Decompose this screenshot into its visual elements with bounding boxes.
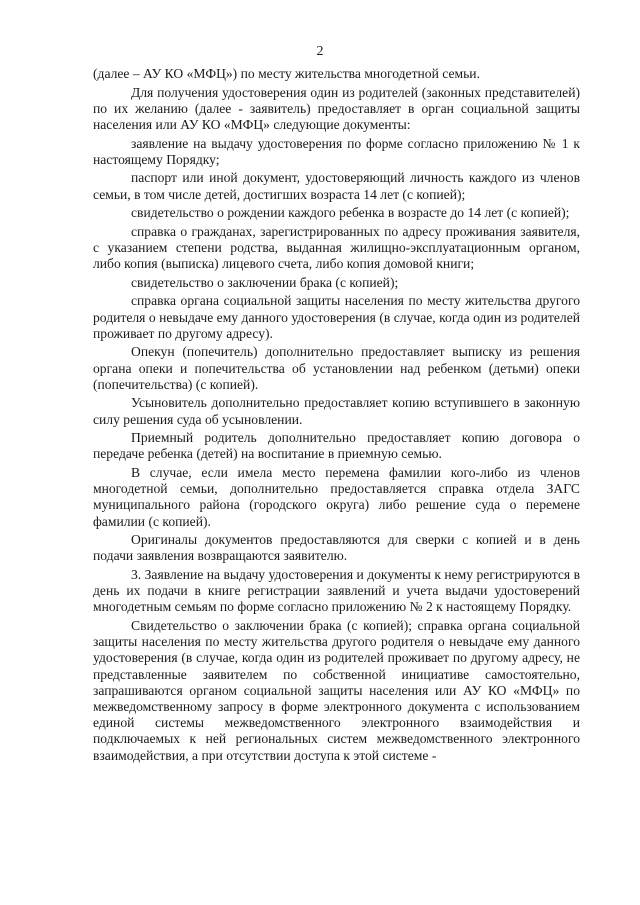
paragraph-surname-change: В случае, если имела место перемена фамилии кого-либо из членов многодетной семьи, дополнительно предоставляется справка отдела ЗАГС муниципального района (городского округа) либо решение суда о перемене фамилии (с копией). (93, 464, 580, 529)
paragraph-birth-certificate: свидетельство о рождении каждого ребенка в возрасте до 14 лет (с копией); (131, 205, 570, 221)
paragraph-passport: паспорт или иной документ, удостоверяющий личность каждого из членов семьи, в том числе детей, достигших возраста 14 лет (с копией); (93, 170, 580, 202)
paragraph-social-protection-note: справка органа социальной защиты населения по месту жительства другого родителя о невыдаче ему данного удостоверения (в случае, когда один из родителей проживает по другому адресу). (93, 293, 580, 341)
paragraph-interagency-request: Свидетельство о заключении брака (с копией); справка органа социальной защиты населения по месту жительства другого родителя о невыдаче ему данного удостоверения (в случае, когда один из родителей проживает по другому адресу, не представленные заявителем по собственной инициативе самостоятельно, запрашиваются органом социальной защиты населения или АУ КО «МФЦ» по межведомственному запросу в форме электронного документа с использованием единой системы межведомственного электронного взаимодействия и подключаемых к ней региональных систем межведомственного электронного взаимодействия, а при отсутствии доступа к этой системе - (93, 617, 580, 763)
paragraph-intro-documents: Для получения удостоверения один из родителей (законных представителей) по их желанию (далее - заявитель) предоставляет в орган социальной защиты населения или АУ КО «МФЦ» следующие документы: (93, 84, 580, 132)
paragraph-marriage-certificate: свидетельство о заключении брака (с копией); (131, 274, 399, 290)
document-body (93, 66, 580, 766)
paragraph-continuation: (далее – АУ КО «МФЦ») по месту жительства многодетной семьи. (93, 66, 480, 81)
paragraph-section-3: 3. Заявление на выдачу удостоверения и документы к нему регистрируются в день их подачи в книге регистрации заявлений и учета выдачи удостоверений многодетным семьям по форме согласно приложению № 2 к настоящему Порядку. (93, 566, 580, 615)
paragraph-foster-parent: Приемный родитель дополнительно предоставляет копию договора о передаче ребенка (детей) на воспитание в приемную семью. (93, 430, 580, 462)
page-number: 2 (316, 44, 324, 59)
paragraph-guardian: Опекун (попечитель) дополнительно предоставляет выписку из решения органа опеки и попечительства об установлении над ребенком (детьми) опеки (попечительства) (с копией). (93, 344, 580, 392)
paragraph-application: заявление на выдачу удостоверения по форме согласно приложению № 1 к настоящему Порядку; (93, 135, 580, 167)
paragraph-residence-certificate: справка о гражданах, зарегистрированных по адресу проживания заявителя, с указанием степени родства, выданная жилищно-эксплуатационным органом, либо копия (выписка) лицевого счета, либо копия домовой книги; (93, 223, 580, 272)
paragraph-adopter: Усыновитель дополнительно предоставляет копию вступившего в законную силу решения суда об усыновлении. (93, 395, 580, 427)
paragraph-originals: Оригиналы документов предоставляются для сверки с копией и в день подачи заявления возвращаются заявителю. (93, 532, 580, 564)
